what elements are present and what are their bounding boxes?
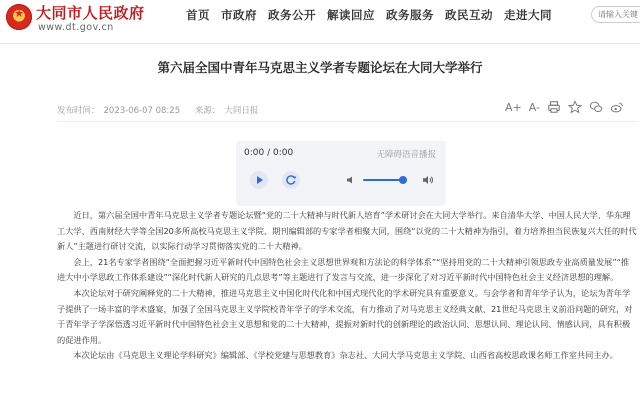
volume-knob[interactable]	[399, 176, 407, 184]
audio-time: 0:00 / 0:00	[244, 148, 294, 158]
source-label: 来源：	[194, 106, 221, 116]
nav-item-home[interactable]: 首页	[186, 8, 210, 22]
nav-item-open-affairs[interactable]: 政务公开	[268, 8, 316, 22]
font-smaller-button[interactable]: A-	[528, 100, 541, 114]
article-paragraph: 会上，21名专家学者围绕“全面把握习近平新时代中国特色社会主义思想世界观和方法论的科学体系”“坚持用党的二十大精神引领思政专业高质量发展”“推进大中小学思政工作体系建设”“深化时代新人研究的几点思考”等主题进行了发言与交流，进一步深化了对习近平新时代中国特色社会主义经济思想的理解。	[57, 256, 630, 283]
volume-icon[interactable]	[346, 175, 356, 185]
play-icon[interactable]	[250, 171, 268, 189]
weibo-icon[interactable]	[610, 100, 624, 114]
article-source: 大同日报	[224, 106, 259, 116]
font-larger-button[interactable]: A+	[505, 100, 522, 114]
article-paragraph: 本次论坛对于研究阐释党的二十大精神，推进马克思主义中国化时代化和中国式现代化的学术研究具有重要意义。与会学者和青年学子认为，论坛为青年学子提供了一场丰富的学术盛宴，加强了全国马克思主义学院校青年学子的学术交流，有力推动了对马克思主义经典文献、21世纪马克思主义前沿问题的研究，对于青年学子学深悟透习近平新时代中国特色社会主义思想和党的二十大精神，提振对新时代的创新理论的政治认同、思想认同、理论认同、情感认同，具有积极的促进作用。	[57, 287, 633, 345]
nav-item-government[interactable]: 市政府	[221, 8, 257, 22]
site-title[interactable]: 大同市人民政府	[36, 4, 145, 22]
article-paragraph: 近日，第六届全国中青年马克思主义学者专题论坛暨“党的二十大精神与时代新人培育”学术研讨会在大同大学举行。来自清华大学、中国人民大学、华东理工大学、西南财经大学等全国20多所高校马克思主义学院、期刊编辑部的专家学者相聚大同，围绕“以党的二十大精神为指引，着力培养担当民族复兴大任的时代新人”主题进行研讨交流，以实际行动学习贯彻落实党的二十大精神。	[57, 210, 637, 252]
replay-icon[interactable]	[282, 171, 300, 189]
site-url: www.dt.gov.cn	[38, 22, 114, 33]
meta-divider	[57, 121, 637, 122]
volume-fill	[363, 179, 403, 181]
wechat-icon[interactable]	[589, 100, 603, 114]
volume-slider[interactable]	[363, 179, 407, 181]
article-body	[57, 208, 637, 364]
publish-time: 2023-06-07 08:25	[103, 106, 181, 116]
article-title: 第六届全国中青年马克思主义学者专题论坛在大同大学举行	[157, 60, 483, 75]
nav-item-interaction[interactable]: 政民互动	[445, 8, 493, 22]
volume-max-icon[interactable]	[422, 174, 434, 186]
article-meta	[57, 104, 262, 116]
site-header	[0, 0, 640, 44]
accessibility-hint[interactable]: 无障碍语音播报	[376, 150, 436, 160]
nav-item-interpretation[interactable]: 解读回应	[327, 8, 375, 22]
nav-item-about-datong[interactable]: 走进大同	[504, 8, 552, 22]
replay-glyph	[282, 171, 300, 189]
star-icon[interactable]	[568, 100, 582, 114]
main-nav	[186, 7, 563, 23]
nav-item-services[interactable]: 政务服务	[386, 8, 434, 22]
publish-time-label: 发布时间：	[57, 106, 100, 116]
audio-player	[236, 141, 446, 206]
national-emblem-logo	[6, 4, 32, 30]
search-input[interactable]	[591, 6, 640, 23]
article-paragraph: 本次论坛由《马克思主义理论学科研究》编辑部、《学校党建与思想教育》杂志社、大同大学马克思主义学院、山西省高校思政课名师工作室共同主办。	[73, 350, 618, 361]
article-tools	[505, 100, 624, 114]
print-icon[interactable]	[547, 100, 561, 114]
